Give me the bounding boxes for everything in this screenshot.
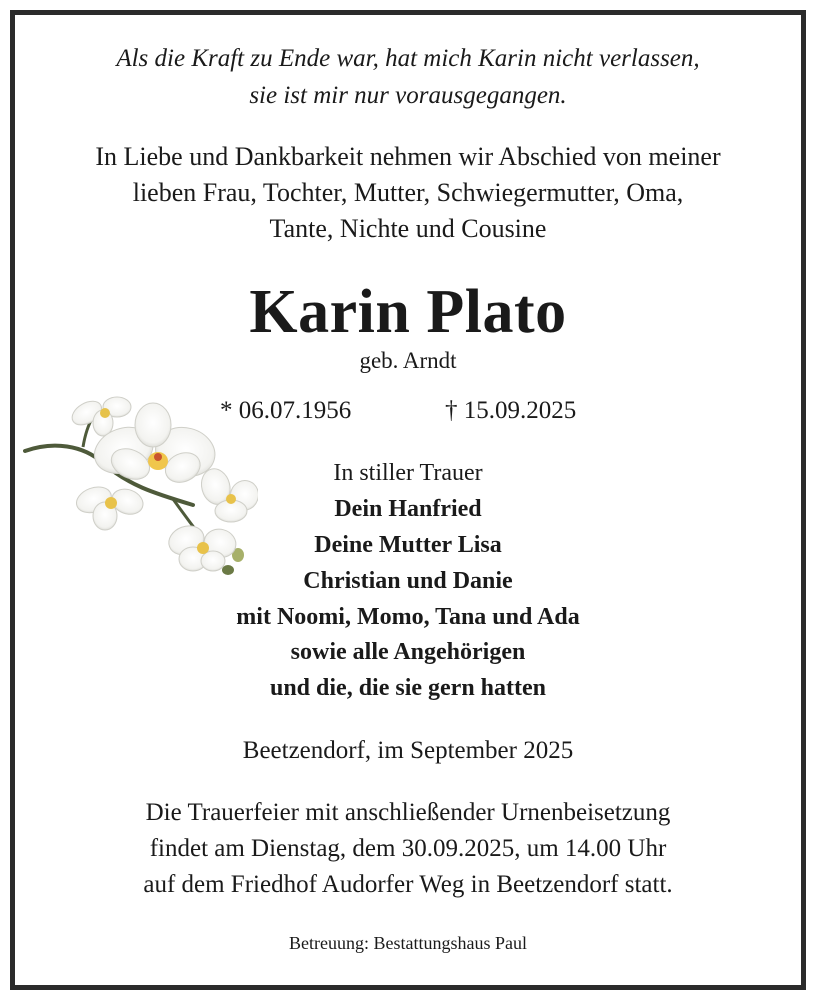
intro-line-3: Tante, Nichte und Cousine	[269, 214, 547, 243]
service-line-1: Die Trauerfeier mit anschließender Urnenbeisetzung	[145, 799, 671, 826]
quote-line-1: Als die Kraft zu Ende war, hat mich Karin nicht verlassen,	[116, 45, 700, 72]
service-line-3: auf dem Friedhof Audorfer Weg in Beetzendorf statt.	[143, 871, 673, 898]
place-date: Beetzendorf, im September 2025	[242, 737, 574, 764]
mourner-line: Dein Hanfried	[334, 496, 482, 522]
intro-line-2: lieben Frau, Tochter, Mutter, Schwiegermutter, Oma,	[132, 178, 684, 207]
mourner-line: Christian und Danie	[303, 568, 513, 594]
mourner-line: Deine Mutter Lisa	[314, 532, 502, 558]
birth-name: geb. Arndt	[359, 348, 457, 373]
mourner-line: sowie alle Angehörigen	[290, 639, 526, 665]
quote-line-2: sie ist mir nur vorausgegangen.	[249, 82, 567, 109]
funeral-home-credit: Betreuung: Bestattungshaus Paul	[289, 933, 527, 953]
deceased-name: Karin Plato	[249, 278, 567, 346]
obituary-notice	[10, 10, 806, 990]
intro-line-1: In Liebe und Dankbarkeit nehmen wir Abschied von meiner	[95, 142, 721, 171]
mourner-line: mit Noomi, Momo, Tana und Ada	[236, 604, 580, 630]
mourner-line: und die, die sie gern hatten	[269, 675, 547, 701]
service-line-2: findet am Dienstag, dem 30.09.2025, um 14.00 Uhr	[149, 835, 667, 862]
birth-date: * 06.07.1956	[220, 397, 352, 424]
death-date: † 15.09.2025	[445, 397, 577, 424]
mourners-intro: In stiller Trauer	[333, 460, 483, 486]
